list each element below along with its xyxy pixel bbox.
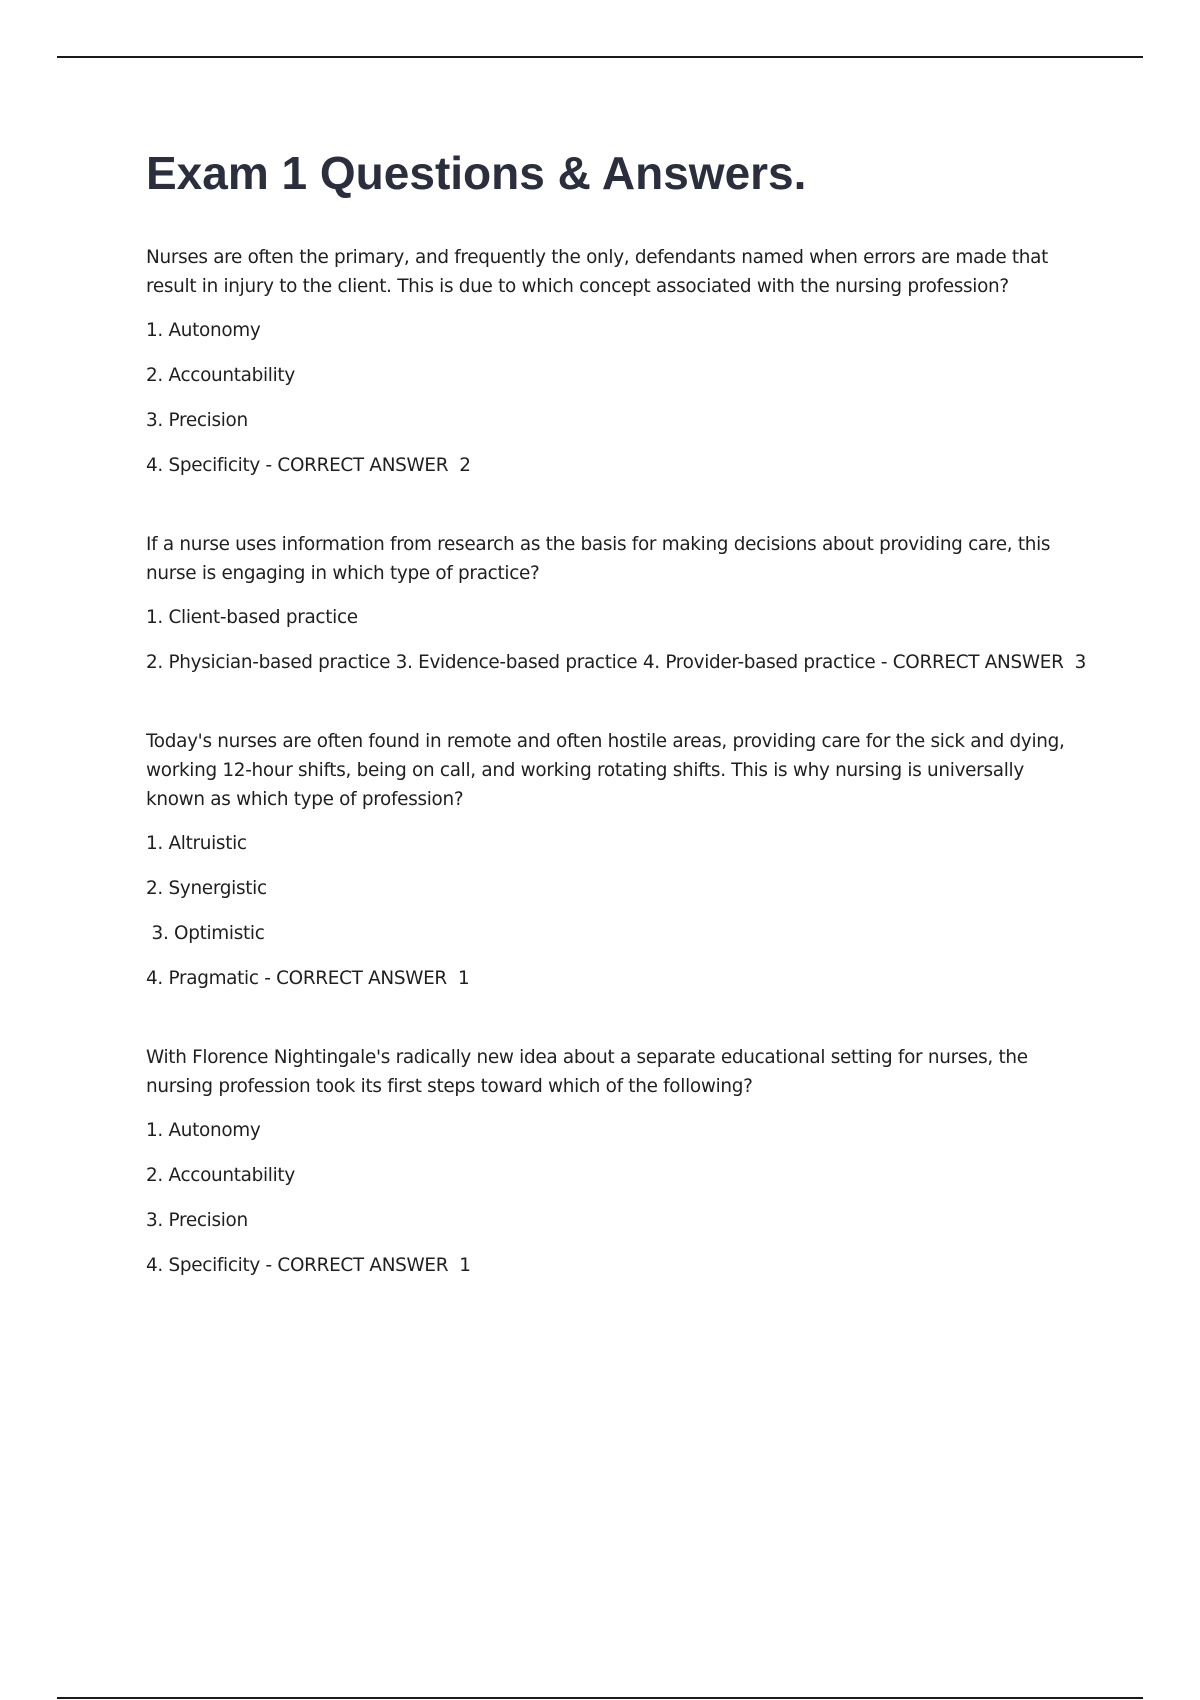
answer-option: 1. Autonomy (146, 1120, 261, 1141)
question-block-1 (146, 243, 1086, 480)
question-block-3 (146, 727, 1086, 993)
answer-option: 3. Optimistic (146, 923, 265, 944)
answer-option: 2. Accountability (146, 365, 295, 386)
answer-option: 2. Accountability (146, 1165, 295, 1186)
answer-option: 4. Specificity - CORRECT ANSWER 2 (146, 455, 471, 476)
question-text: With Florence Nightingale's radically new idea about a separate educational setting for nurses, the nursing profession took its first steps toward which of the following? (146, 1047, 1028, 1097)
answer-option: 3. Precision (146, 410, 248, 431)
answer-option: 4. Pragmatic - CORRECT ANSWER 1 (146, 968, 470, 989)
document-body (146, 143, 1086, 1330)
answer-option: 1. Altruistic (146, 833, 247, 854)
question-block-4 (146, 1043, 1086, 1280)
answer-option: 1. Client-based practice (146, 607, 358, 628)
question-text: If a nurse uses information from research as the basis for making decisions about providing care, this nurse is engaging in which type of practice? (146, 534, 1051, 584)
answer-option: 3. Precision (146, 1210, 248, 1231)
answer-option: 1. Autonomy (146, 320, 261, 341)
answer-option: 2. Synergistic (146, 878, 267, 899)
question-text: Today's nurses are often found in remote and often hostile areas, providing care for the sick and dying, working 12-hour shifts, being on call, and working rotating shifts. This is why nursing is universally known as which type of profession? (146, 731, 1065, 810)
question-block-2 (146, 530, 1086, 677)
bottom-rule (57, 1697, 1143, 1699)
answer-option: 4. Specificity - CORRECT ANSWER 1 (146, 1255, 471, 1276)
top-rule (57, 56, 1143, 58)
question-text: Nurses are often the primary, and frequently the only, defendants named when errors are made that result in injury to the client. This is due to which concept associated with the nursing profession? (146, 247, 1049, 297)
document-title: Exam 1 Questions & Answers. (146, 147, 807, 199)
answer-option: 2. Physician-based practice 3. Evidence-based practice 4. Provider-based practice - CORRECT ANSWER 3 (146, 652, 1087, 673)
